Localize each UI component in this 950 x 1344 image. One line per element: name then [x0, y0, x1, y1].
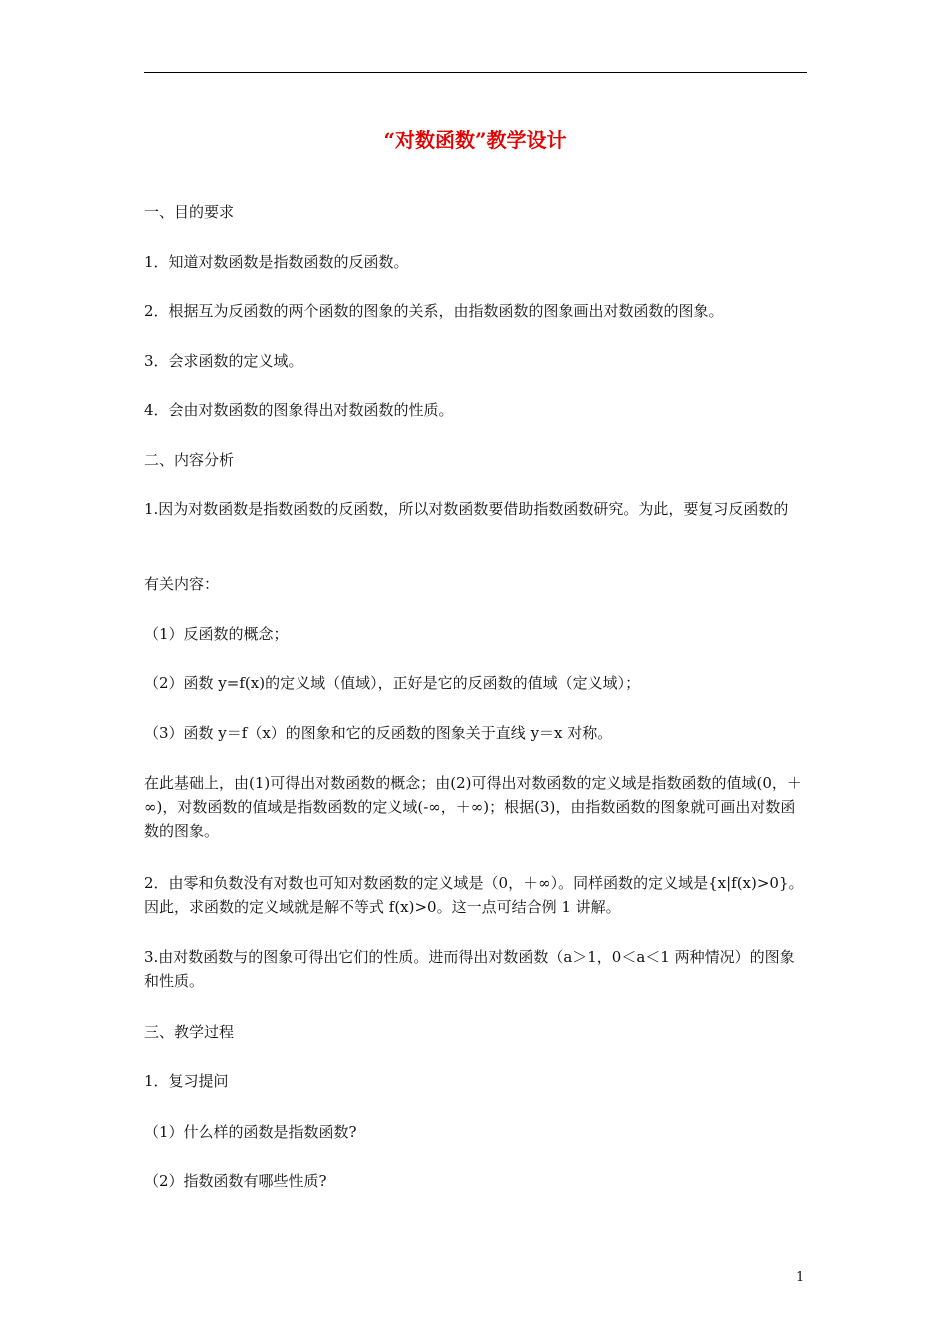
process-step-1: 1．复习提问 — [144, 1072, 229, 1090]
analysis-summary-paragraph: 在此基础上，由(1)可得出对数函数的概念；由(2)可得出对数函数的定义域是指数函数的值域(0，＋∞)，对数函数的值域是指数函数的定义域(-∞，＋∞)；根据(3)，由指数函数的图象就可画出对数函数的图象。 — [144, 774, 802, 840]
goal-item-3: 3．会求函数的定义域。 — [144, 352, 304, 370]
page-number: 1 — [796, 1270, 805, 1285]
analysis-related-content: 有关内容： — [144, 575, 220, 593]
review-question-1: （1）什么样的函数是指数函数? — [144, 1123, 357, 1141]
section-heading-process: 三、教学过程 — [144, 1023, 235, 1041]
goal-item-2: 2．根据互为反函数的两个函数的图象的关系，由指数函数的图象画出对数函数的图象。 — [144, 302, 724, 320]
analysis-point-2: （2）函数 y=f(x)的定义域（值域），正好是它的反函数的值域（定义域）； — [144, 674, 641, 692]
analysis-point-3: （3）函数 y＝f（x）的图象和它的反函数的图象关于直线 y＝x 对称。 — [144, 724, 613, 742]
header-rule — [144, 72, 807, 73]
analysis-point-1: （1）反函数的概念； — [144, 625, 289, 643]
document-title: “对数函数”教学设计 — [383, 128, 567, 152]
analysis-paragraph-1: 1.因为对数函数是指数函数的反函数，所以对数函数要借助指数函数研究。为此，要复习反函数的 — [144, 500, 789, 518]
analysis-paragraph-3: 3.由对数函数与的图象可得出它们的性质。进而得出对数函数（a＞1，0＜a＜1 两种情况）的图象和性质。 — [144, 948, 795, 990]
section-heading-analysis: 二、内容分析 — [144, 451, 235, 469]
section-heading-goals: 一、目的要求 — [144, 203, 235, 221]
goal-item-4: 4．会由对数函数的图象得出对数函数的性质。 — [144, 401, 454, 419]
review-question-2: （2）指数函数有哪些性质? — [144, 1172, 327, 1190]
goal-item-1: 1．知道对数函数是指数函数的反函数。 — [144, 253, 409, 271]
analysis-paragraph-2: 2．由零和负数没有对数也可知对数函数的定义域是（0，＋∞）。同样函数的定义域是{x|f(x)>0}。因此，求函数的定义域就是解不等式 f(x)>0。这一点可结合例 1 讲解。 — [144, 874, 804, 916]
